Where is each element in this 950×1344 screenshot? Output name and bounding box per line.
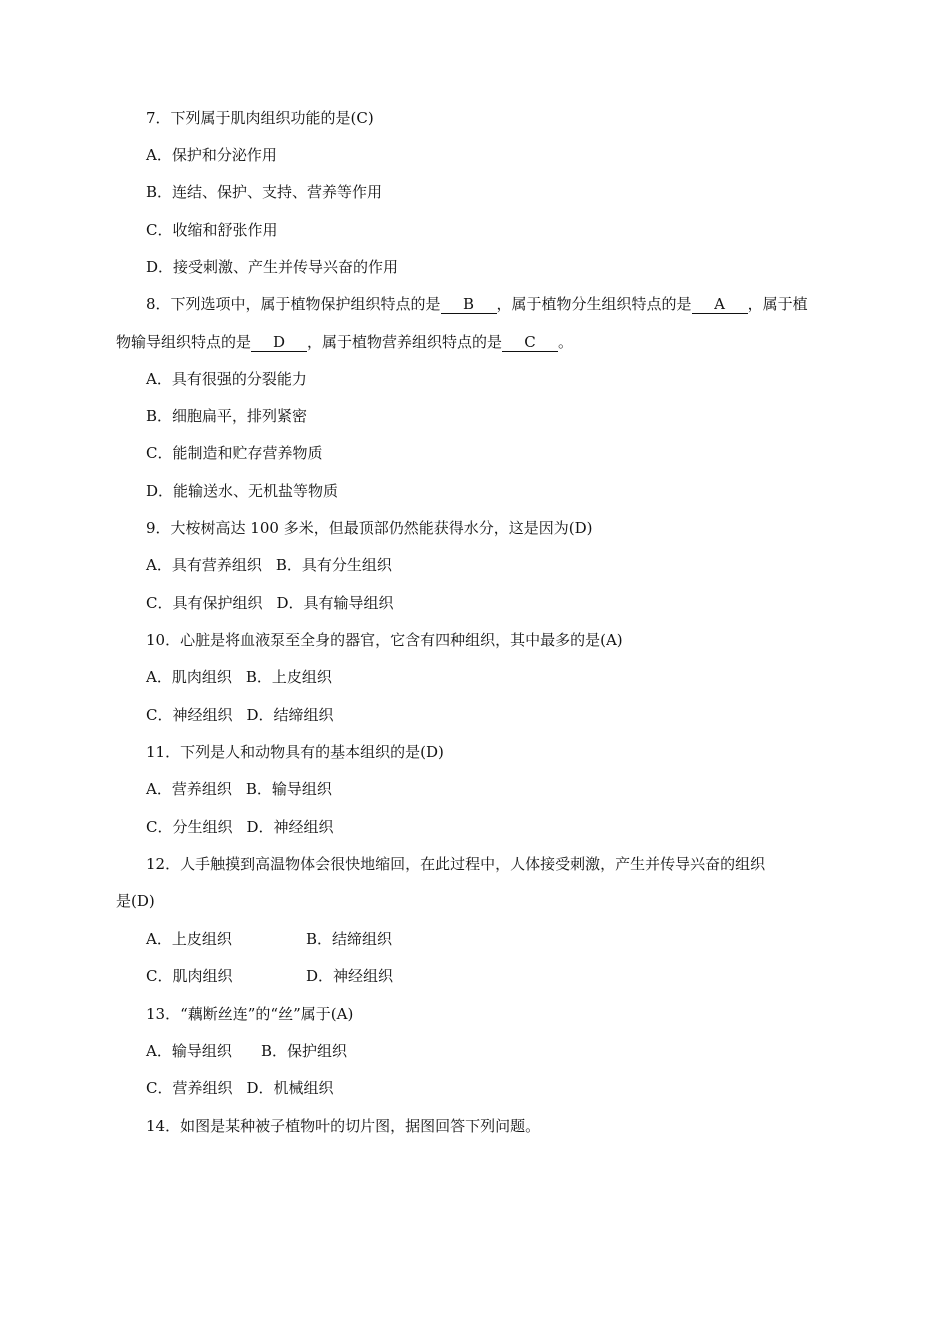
q12-stem-line1: 12．人手触摸到高温物体会很快地缩回，在此过程中，人体接受刺激，产生并传导兴奋的组织 — [146, 855, 766, 873]
q14-stem: 14．如图是某种被子植物叶的切片图，据图回答下列问题。 — [146, 1117, 541, 1135]
q7-option-b: B．连结、保护、支持、营养等作用 — [146, 183, 383, 201]
q13-option-c: C．营养组织 — [146, 1079, 233, 1097]
q12-option-c: C．肌肉组织 — [146, 967, 233, 985]
q11-options-ab — [146, 779, 332, 799]
q8-text-5: ，属于植物营养组织特点的是 — [307, 333, 503, 351]
q12-option-b: B．结缔组织 — [306, 930, 393, 948]
q8-option-a: A．具有很强的分裂能力 — [146, 370, 307, 388]
q11-options-cd — [146, 817, 334, 837]
q10-options-ab — [146, 667, 332, 687]
q9-stem: 9．大桉树高达 100 多米，但最顶部仍然能获得水分，这是因为(D) — [146, 519, 593, 537]
q8-text-4: 物输导组织特点的是 — [116, 333, 252, 351]
q9-option-b: B．具有分生组织 — [275, 556, 392, 574]
q11-option-a: A．营养组织 — [146, 780, 232, 798]
q9-option-a: A．具有营养组织 — [146, 556, 262, 574]
q10-stem: 10．心脏是将血液泵至全身的器官，它含有四种组织，其中最多的是(A) — [146, 631, 623, 649]
q13-option-b: B．保护组织 — [261, 1042, 348, 1060]
q8-option-c: C．能制造和贮存营养物质 — [146, 444, 323, 462]
q13-option-a: A．输导组织 — [146, 1042, 232, 1060]
q8-blank-2: A — [692, 295, 748, 314]
q10-option-a: A．肌肉组织 — [146, 668, 232, 686]
q8-text-6: 。 — [558, 333, 574, 351]
q12-option-a: A．上皮组织 — [146, 930, 232, 948]
q9-options-ab — [146, 555, 392, 575]
q13-options-cd — [146, 1078, 334, 1098]
q13-stem: 13．“藕断丝连”的“丝”属于(A) — [146, 1005, 354, 1023]
q8-text-1: 8．下列选项中，属于植物保护组织特点的是 — [146, 295, 441, 313]
q10-option-b: B．上皮组织 — [245, 668, 332, 686]
q12-option-d: D．神经组织 — [306, 967, 394, 985]
q12-stem-line2: 是(D) — [116, 892, 155, 910]
q9-option-c: C．具有保护组织 — [146, 594, 263, 612]
q9-option-d: D．具有输导组织 — [276, 594, 394, 612]
q8-stem-line2 — [116, 332, 573, 352]
q12-options-cd — [146, 966, 393, 986]
q7-option-c: C．收缩和舒张作用 — [146, 221, 278, 239]
q7-option-d: D．接受刺激、产生并传导兴奋的作用 — [146, 258, 399, 276]
q8-text-2: ，属于植物分生组织特点的是 — [496, 295, 692, 313]
q10-option-c: C．神经组织 — [146, 706, 233, 724]
q13-option-d: D．机械组织 — [246, 1079, 334, 1097]
q11-stem: 11．下列是人和动物具有的基本组织的是(D) — [146, 743, 444, 761]
q11-option-d: D．神经组织 — [246, 818, 334, 836]
q12-options-ab — [146, 929, 392, 949]
q9-options-cd — [146, 593, 394, 613]
q10-options-cd — [146, 705, 334, 725]
q7-option-a: A．保护和分泌作用 — [146, 146, 277, 164]
q13-options-ab — [146, 1041, 347, 1061]
q11-option-c: C．分生组织 — [146, 818, 233, 836]
q8-blank-4: C — [502, 333, 558, 352]
q11-option-b: B．输导组织 — [245, 780, 332, 798]
q8-blank-1: B — [441, 295, 497, 314]
q8-option-d: D．能输送水、无机盐等物质 — [146, 482, 339, 500]
q8-stem-line1 — [146, 294, 808, 314]
q10-option-d: D．结缔组织 — [246, 706, 334, 724]
q8-text-3: ，属于植 — [747, 295, 808, 313]
q7-stem: 7．下列属于肌肉组织功能的是(C) — [146, 109, 374, 127]
q8-blank-3: D — [251, 333, 307, 352]
q8-option-b: B．细胞扁平，排列紧密 — [146, 407, 308, 425]
